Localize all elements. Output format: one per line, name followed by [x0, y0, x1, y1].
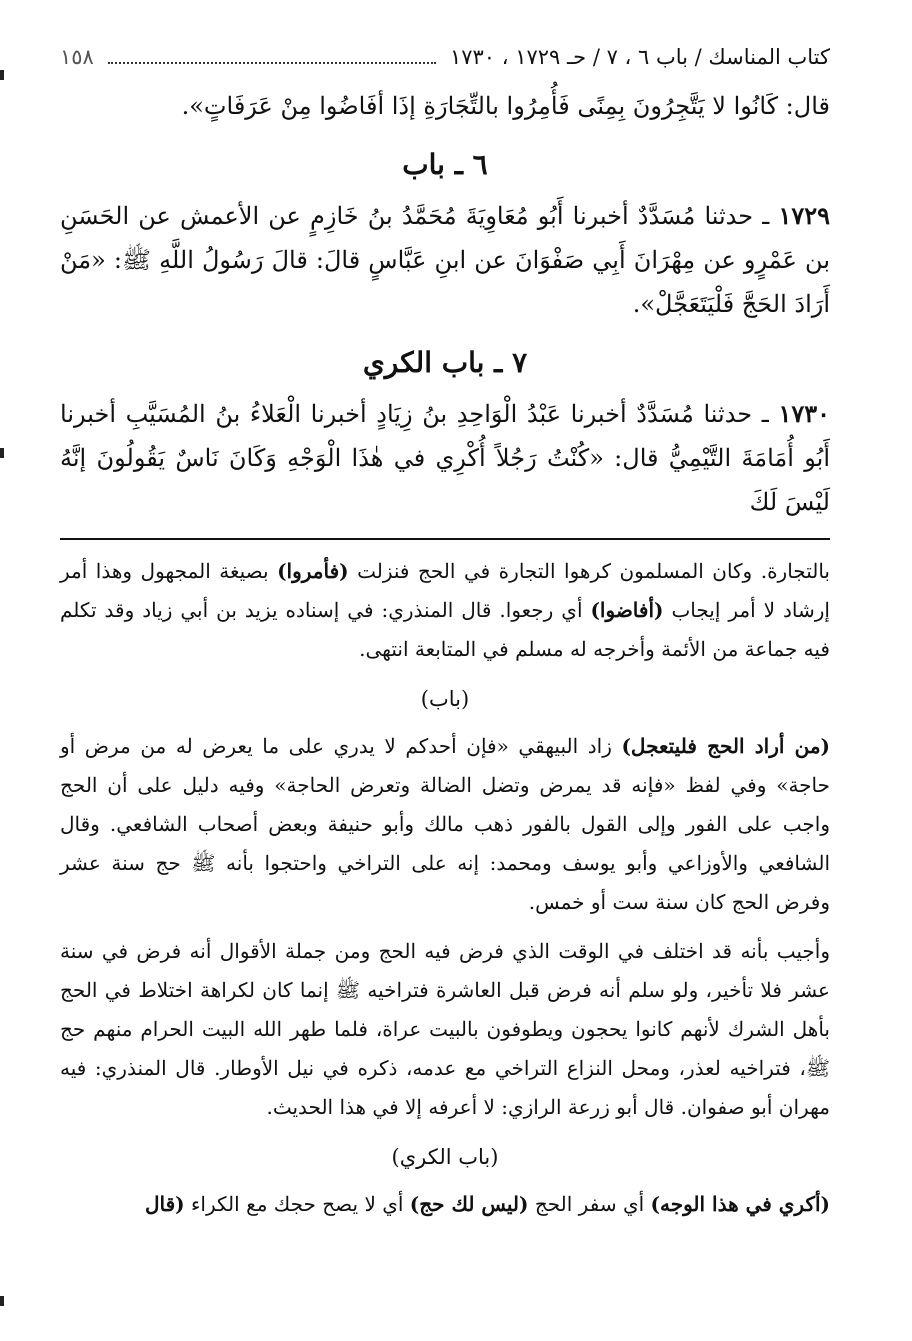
- hadith-number: ١٧٢٩: [778, 201, 830, 230]
- page: [60, 40, 830, 1234]
- carried-over-text: قال: كَانُوا لا يَتَّجِرُونَ بِمِنًى فَأُمِرُوا بالتِّجَارَةِ إذَا أفَاضُوا مِنْ عَرَفَاتٍ».: [181, 92, 830, 120]
- commentary: [60, 552, 830, 1224]
- commentary-text: بصيغة المجهول وهذا أمر إرشاد لا أمر إيجاب: [60, 559, 830, 622]
- hadith-text: ـ حدثنا مُسَدَّدٌ أخبرنا أَبُو مُعَاوِيَةَ مُحَمَّدُ بنُ خَازِمٍ عن الأعمش عن الحَسَنِ بن عَمْرٍو عن مِهْرَانَ أَبِي صَفْوَانَ عن ابنِ عَبَّاسٍ قالَ: قالَ رَسُولُ اللَّهِ ﷺ: «مَنْ أَرَادَ الحَجَّ فَلْيَتَعَجَّلْ».: [60, 202, 830, 318]
- commentary-heading-kari: (باب الكري): [391, 1145, 499, 1169]
- keyword: (قال: [145, 1192, 185, 1216]
- dotted-leader: [108, 62, 436, 64]
- footnote-divider: [60, 538, 830, 540]
- commentary-paragraph: وأجيب بأنه قد اختلف في الوقت الذي فرض فيه الحج ومن جملة الأقوال أنه فرض في سنة عشر فلا تأخير، ولو سلم أنه فرض قبل العاشرة فتراخيه ﷺ إنما كان لكراهة اختلاط في الحج بأهل الشرك لأنهم كانوا يحجون ويطوفون بالبيت عراة، فلما طهر الله البيت الحرام منهم حج ﷺ، فتراخيه لعذر، ومحل النزاع التراخي مع عدمه، ذكره في نيل الأوطار. قال المنذري: فيه مهران أبو صفوان. قال أبو زرعة الرازي: لا أعرفه إلا في هذا الحديث.: [60, 939, 830, 1119]
- hadith-1729: [60, 194, 830, 326]
- scan-mark: [0, 1296, 4, 1306]
- hadith-text: ـ حدثنا مُسَدَّدٌ أخبرنا عَبْدُ الْوَاحِدِ بنُ زِيَادٍ أخبرنا الْعَلاءُ بنُ المُسَيَّبِ أخبرنا أَبُو أُمَامَةَ التَّيْمِيُّ قال: «كُنْتُ رَجُلاً أُكْرِي في هٰذَا الْوَجْهِ وَكَانَ نَاسٌ يَقُولُونَ إنَّهُ لَيْسَ لَكَ: [60, 400, 830, 516]
- commentary-paragraph: [60, 727, 830, 922]
- chapter-heading-6: ٦ ـ باب: [402, 148, 488, 181]
- commentary-text: أي رجعوا. قال المنذري: في إسناده يزيد بن أبي زياد وقد تكلم فيه جماعة من الأئمة وأخرجه له مسلم في المتابعة انتهى.: [60, 598, 830, 661]
- keyword: (من أراد الحج فليتعجل): [621, 734, 830, 758]
- page-number: ١٥٨: [60, 45, 94, 69]
- scan-mark: [0, 70, 4, 80]
- chapter-heading-7: ٧ ـ باب الكري: [362, 346, 528, 379]
- commentary-text: زاد البيهقي «فإن أحدكم لا يدري على ما يعرض له من مرض أو حاجة» وفي لفظ «فإنه قد يمرض وتضل الضالة وتعرض الحاجة» وفيه دليل على أن الحج واجب على الفور وإلى القول بالفور ذهب مالك وأبو حنيفة وبعض أصحاب الشافعي. وقال الشافعي والأوزاعي وأبو يوسف ومحمد: إنه على التراخي واحتجوا بأنه ﷺ حج سنة عشر وفرض الحج كان سنة ست أو خمس.: [60, 734, 830, 914]
- commentary-text: أي لا يصح حجك مع الكراء: [184, 1192, 410, 1216]
- commentary-paragraph: [60, 1185, 830, 1224]
- keyword: (أكري في هذا الوجه): [650, 1192, 830, 1216]
- commentary-text: بالتجارة. وكان المسلمون كرهوا التجارة في الحج فنزلت: [348, 559, 830, 583]
- scan-mark: [0, 448, 4, 458]
- main-text: [60, 84, 830, 524]
- hadith-1730: [60, 392, 830, 524]
- keyword: (ليس لك حج): [409, 1192, 529, 1216]
- hadith-number: ١٧٣٠: [778, 399, 830, 428]
- commentary-paragraph: [60, 552, 830, 669]
- keyword: (أفاضوا): [590, 598, 664, 622]
- commentary-heading-bab: (باب): [420, 687, 470, 711]
- keyword: (فأمروا): [277, 559, 349, 583]
- commentary-text: أي سفر الحج: [528, 1192, 651, 1216]
- running-header: [60, 40, 830, 76]
- running-title: كتاب المناسك / باب ٦ ، ٧ / حـ ١٧٢٩ ، ١٧٣٠: [449, 45, 830, 69]
